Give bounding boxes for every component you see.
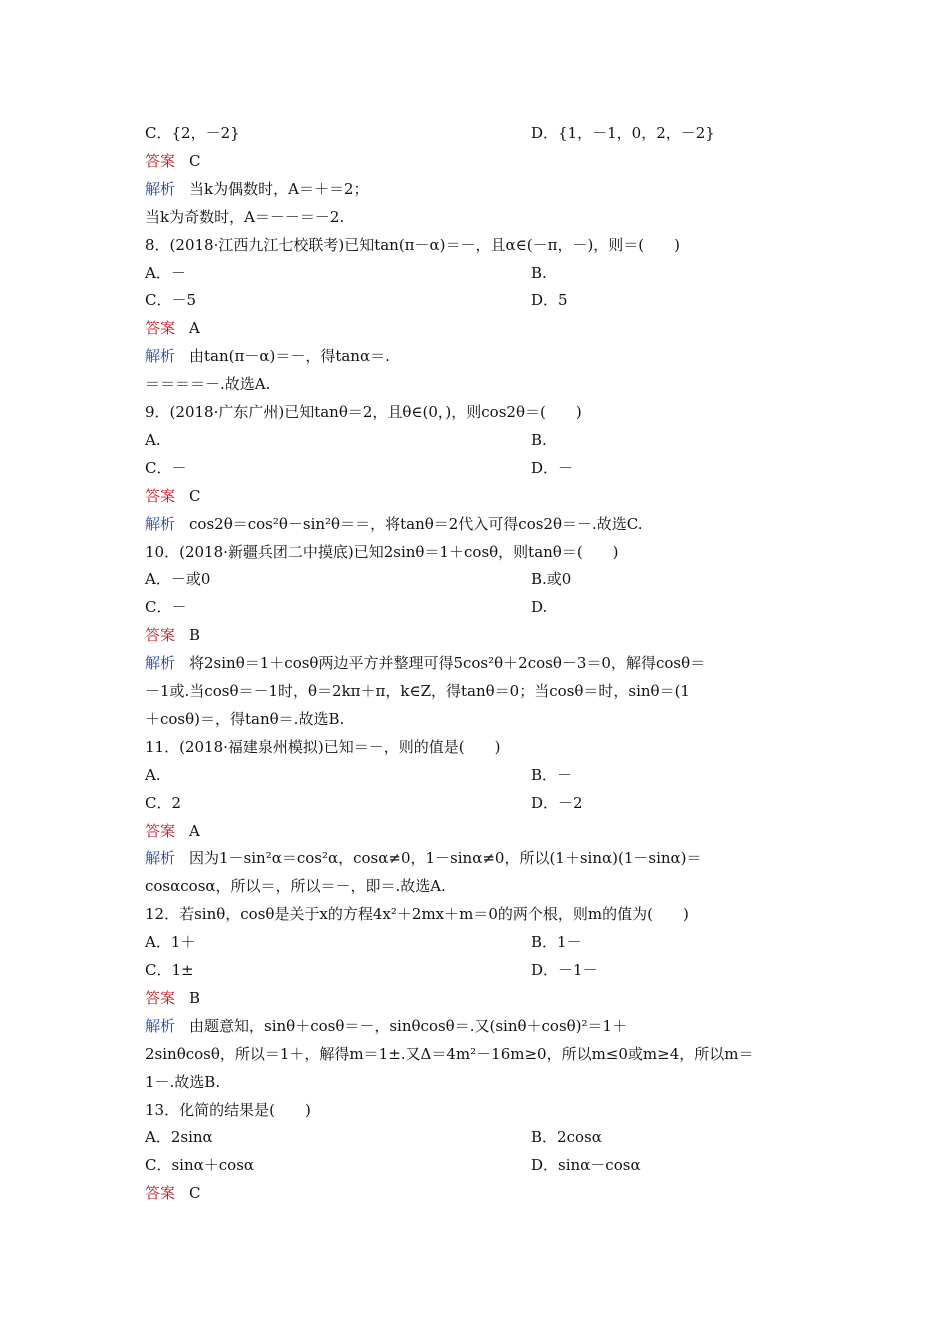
line-text: 由题意知，sinθ＋cosθ＝－，sinθcosθ＝.又(sinθ＋cosθ)²＝1＋	[189, 1017, 628, 1035]
text-line	[145, 402, 582, 422]
option-right: B.	[531, 431, 547, 449]
answer-line	[145, 486, 201, 506]
option-left: A．－或0	[145, 570, 211, 588]
answer-label: 答案	[145, 319, 176, 337]
option-right: D．5	[531, 291, 568, 309]
line-text: 当k为偶数时，A＝＋＝2；	[189, 180, 369, 198]
line-text: C	[189, 487, 201, 505]
solution-label: 解析	[145, 849, 176, 867]
option-left: C．sinα＋cosα	[145, 1156, 255, 1174]
option-right: B.	[531, 264, 547, 282]
text-line	[145, 1072, 220, 1092]
line-text: 当k为奇数时，A＝－－＝－2.	[145, 208, 345, 226]
option-left: C．2	[145, 794, 182, 812]
line-text: 1－.故选B.	[145, 1073, 221, 1091]
option-right: B．2cosα	[531, 1128, 602, 1146]
text-line	[145, 235, 680, 255]
text-line	[145, 737, 500, 757]
line-text: ＝＝＝＝－.故选A.	[145, 375, 271, 393]
line-text: 11．(2018·福建泉州模拟)已知＝－，则的值是( )	[145, 738, 501, 756]
option-right: D．{1，－1，0，2，－2}	[531, 124, 715, 142]
line-text: 2sinθcosθ，所以＝1＋，解得m＝1±.又Δ＝4m²－16m≥0，所以m≤0或m≥4，所以m＝	[145, 1045, 754, 1063]
answer-label: 答案	[145, 989, 176, 1007]
line-text: cos2θ＝cos²θ－sin²θ＝＝，将tanθ＝2代入可得cos2θ＝－.故选C.	[189, 515, 643, 533]
answer-label: 答案	[145, 626, 176, 644]
line-text: 将2sinθ＝1＋cosθ两边平方并整理可得5cos²θ＋2cosθ－3＝0，解得cosθ＝	[189, 654, 706, 672]
line-text: 10．(2018·新疆兵团二中摸底)已知2sinθ＝1＋cosθ，则tanθ＝( )	[145, 543, 619, 561]
line-text: 因为1－sin²α＝cos²α，cosα≠0，1－sinα≠0，所以(1＋sinα)(1－sinα)＝	[189, 849, 702, 867]
line-text: A	[189, 822, 200, 840]
solution-line	[145, 848, 702, 868]
option-left: C．1±	[145, 961, 194, 979]
option-right: D．sinα－cosα	[531, 1156, 641, 1174]
option-left: C．－5	[145, 291, 197, 309]
solution-label: 解析	[145, 180, 176, 198]
option-left: A．－	[145, 264, 186, 282]
line-text: ＋cosθ)＝，得tanθ＝.故选B.	[145, 710, 345, 728]
text-line	[145, 709, 344, 729]
line-text: 13．化简的结果是( )	[145, 1101, 311, 1119]
option-right: D．－1－	[531, 961, 598, 979]
answer-line	[145, 625, 200, 645]
solution-line	[145, 1016, 627, 1036]
line-text: 9．(2018·广东广州)已知tanθ＝2，且θ∈(0，)，则cos2θ＝( )	[145, 403, 582, 421]
solution-line	[145, 346, 390, 366]
answer-label: 答案	[145, 487, 176, 505]
line-text: A	[189, 319, 200, 337]
option-right: D．－2	[531, 794, 583, 812]
answer-label: 答案	[145, 822, 176, 840]
answer-line	[145, 151, 201, 171]
solution-line	[145, 514, 642, 534]
line-text: －1或.当cosθ＝－1时，θ＝2kπ＋π，k∈Z，得tanθ＝0；当cosθ＝时，sinθ＝(1	[145, 682, 690, 700]
text-line	[145, 1044, 753, 1064]
line-text: C	[189, 152, 201, 170]
text-line	[145, 374, 270, 394]
answer-line	[145, 988, 200, 1008]
answer-line	[145, 821, 200, 841]
option-right: D．－	[531, 459, 574, 477]
answer-label: 答案	[145, 152, 176, 170]
line-text: 由tan(π－α)＝－，得tanα＝.	[189, 347, 390, 365]
text-line	[145, 876, 446, 896]
option-left: A．2sinα	[145, 1128, 213, 1146]
solution-line	[145, 179, 368, 199]
solution-label: 解析	[145, 1017, 176, 1035]
solution-label: 解析	[145, 515, 176, 533]
line-text: B	[189, 989, 201, 1007]
option-right: B．1－	[531, 933, 582, 951]
option-right: B．－	[531, 766, 573, 784]
line-text: cosαcosα，所以＝，所以＝－，即＝.故选A.	[145, 877, 446, 895]
solution-line	[145, 653, 705, 673]
option-right: D.	[531, 598, 548, 616]
answer-line	[145, 318, 200, 338]
option-left: A.	[145, 766, 161, 784]
line-text: 12．若sinθ，cosθ是关于x的方程4x²＋2mx＋m＝0的两个根，则m的值为( )	[145, 905, 689, 923]
text-line	[145, 904, 689, 924]
option-left: C．－	[145, 598, 187, 616]
option-left: C．{2，－2}	[145, 124, 240, 142]
line-text: B	[189, 626, 201, 644]
option-left: A．1＋	[145, 933, 196, 951]
text-line	[145, 1100, 311, 1120]
line-text: C	[189, 1184, 201, 1202]
option-left: C．－	[145, 459, 187, 477]
line-text: 8．(2018·江西九江七校联考)已知tan(π－α)＝－，且α∈(－π，－)，则＝( )	[145, 236, 681, 254]
option-left: A.	[145, 431, 161, 449]
solution-label: 解析	[145, 654, 176, 672]
answer-label: 答案	[145, 1184, 176, 1202]
text-line	[145, 207, 344, 227]
text-line	[145, 681, 690, 701]
answer-line	[145, 1183, 201, 1203]
option-right: B.或0	[531, 570, 572, 588]
solution-label: 解析	[145, 347, 176, 365]
text-line	[145, 542, 619, 562]
